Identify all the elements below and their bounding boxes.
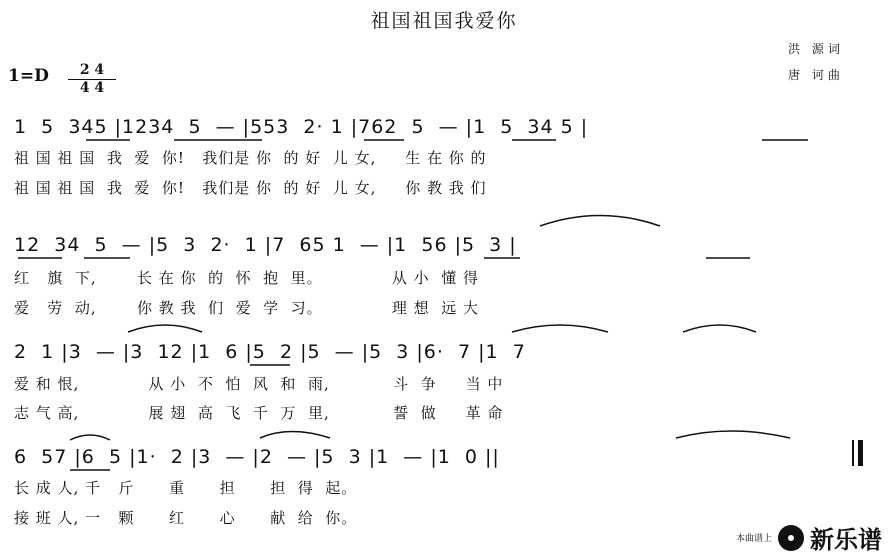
key-signature: 1=D — [8, 66, 49, 86]
tie-arc — [70, 435, 110, 440]
tie-arc — [683, 325, 756, 332]
composer-credit: 唐 诃曲 — [788, 68, 844, 82]
system-3-lyrics-verse2: 志 气 高, 展 翅 高 飞 千 万 里, 誓 做 革 命 — [14, 404, 504, 422]
system-4-lyrics-verse1: 长 成 人, 千 斤 重 担 担 得 起。 — [14, 479, 358, 497]
tie-arc — [128, 325, 202, 332]
final-double-bar — [852, 440, 863, 466]
system-2-notes: 12 34 5 — |5 3 2· 1 |7 65 1 — |1 56 |5 3 | — [14, 234, 517, 256]
watermark-logo-text: 新乐谱 — [810, 526, 882, 554]
system-3-lyrics-verse1: 爱 和 恨, 从 小 不 怕 风 和 雨, 斗 争 当 中 — [14, 375, 504, 393]
system-1-lyrics-verse1: 祖 国 祖 国 我 爱 你! 我们是 你 的 好 儿 女, 生 在 你 的 — [14, 149, 487, 167]
song-title: 祖国祖国我爱你 — [370, 10, 518, 32]
system-4-notes: 6 57 |6 5 |1· 2 |3 — |2 — |5 3 |1 — |1 0 || — [14, 446, 500, 468]
lyricist-credit: 洪 源词 — [788, 42, 844, 56]
time-signature-top: 2 4 — [79, 62, 105, 78]
system-3-notes: 2 1 |3 — |3 12 |1 6 |5 2 |5 — |5 3 |6· 7 |1 7 — [14, 341, 526, 363]
system-4-lyrics-verse2: 接 班 人, 一 颗 红 心 献 给 你。 — [14, 509, 358, 527]
system-1-notes: 1 5 345 |1234 5 — |553 2· 1 |762 5 — |1 5 34 5 | — [14, 116, 589, 138]
tie-arc — [676, 431, 790, 438]
system-1-lyrics-verse2: 祖 国 祖 国 我 爱 你! 我们是 你 的 好 儿 女, 你 教 我 们 — [14, 179, 487, 197]
system-2-lyrics-verse1: 红 旗 下, 长 在 你 的 怀 抱 里。 从 小 懂 得 — [14, 269, 479, 287]
watermark-small-text: 本曲谱上 — [735, 534, 772, 544]
tie-arc — [540, 216, 660, 227]
watermark-badge — [736, 520, 882, 555]
time-signature-bottom: 4 4 — [79, 80, 105, 96]
tie-arc — [512, 325, 608, 332]
system-2-lyrics-verse2: 爱 劳 动, 你 教 我 们 爱 学 习。 理 想 远 大 — [14, 299, 479, 317]
tie-arc — [260, 432, 330, 439]
record-disc-icon — [778, 525, 804, 551]
